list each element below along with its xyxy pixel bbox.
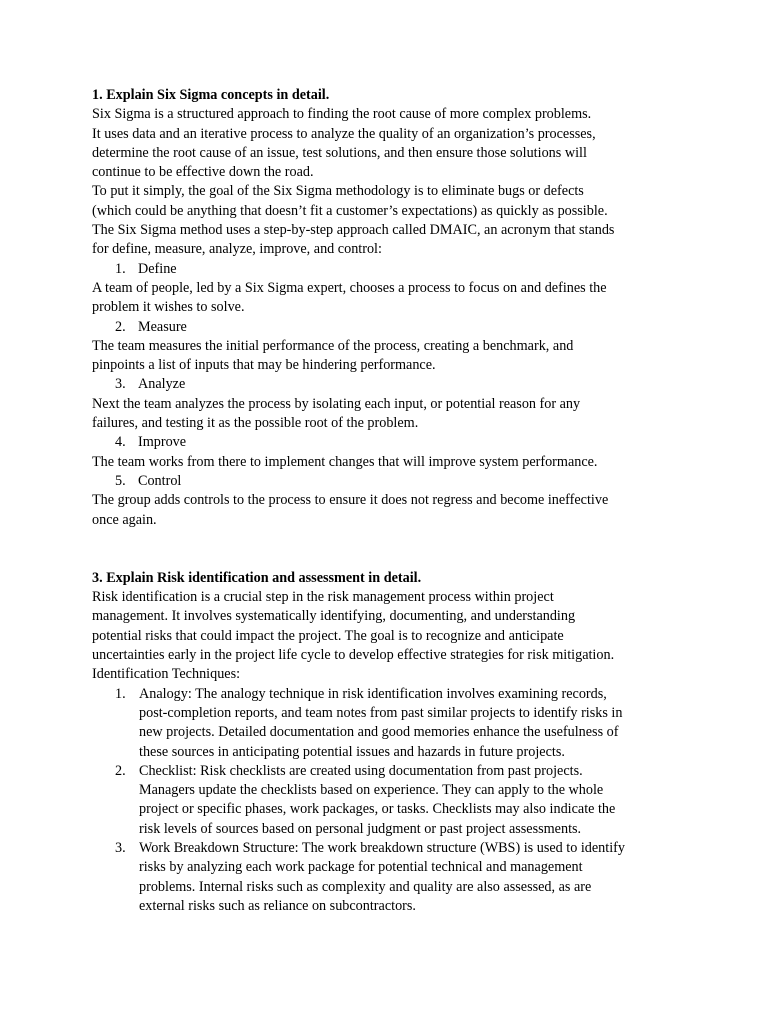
section-3-heading: 3. Explain Risk identification and assessment in detail.	[92, 569, 422, 586]
step-title: Control	[138, 472, 182, 489]
step-title: Analyze	[138, 376, 186, 393]
step-description-line: The team measures the initial performance of the process, creating a benchmark, and	[92, 337, 574, 354]
dmaic-step-control	[92, 472, 692, 530]
list-item-line: Managers update the checklists based on experience. They can apply to the whole	[139, 782, 604, 799]
paragraph-line: uncertainties early in the project life cycle to develop effective strategies for risk mitigation.	[92, 647, 615, 664]
list-item-line: new projects. Detailed documentation and good memories enhance the usefulness of	[139, 724, 619, 741]
step-number: 5.	[115, 472, 126, 489]
dmaic-step-analyze	[92, 375, 692, 433]
list-item-line: risk levels of sources based on personal judgment or past project assessments.	[139, 820, 582, 837]
section-1-heading: 1. Explain Six Sigma concepts in detail.	[92, 87, 330, 103]
paragraph-line: Identification Techniques:	[92, 666, 241, 683]
paragraph-line: To put it simply, the goal of the Six Sigma methodology is to eliminate bugs or defects	[92, 183, 584, 200]
paragraph-line: Risk identification is a crucial step in the risk management process within project	[92, 589, 554, 606]
list-item-line: Analogy: The analogy technique in risk identification involves examining records,	[139, 685, 607, 702]
list-item-line: these sources in anticipating potential issues and hazards in future projects.	[139, 743, 565, 760]
step-description-line: problem it wishes to solve.	[92, 299, 245, 316]
step-description-line: A team of people, led by a Six Sigma expert, chooses a process to focus on and defines the	[92, 279, 607, 296]
document-page	[92, 86, 692, 916]
paragraph-line: Six Sigma is a structured approach to finding the root cause of more complex problems.	[92, 106, 592, 123]
list-item-line: external risks such as reliance on subcontractors.	[139, 897, 416, 914]
list-item-line: project or specific phases, work packages, or tasks. Checklists may also indicate the	[139, 801, 616, 818]
list-item-line: Checklist: Risk checklists are created using documentation from past projects.	[139, 762, 583, 779]
step-description-line: Next the team analyzes the process by isolating each input, or potential reason for any	[92, 395, 581, 412]
paragraph-line: The Six Sigma method uses a step-by-step approach called DMAIC, an acronym that stands	[92, 222, 615, 239]
list-item-line: risks by analyzing each work package for potential technical and management	[139, 859, 583, 876]
step-description-line: The team works from there to implement changes that will improve system performance.	[92, 453, 598, 470]
step-number: 4.	[115, 434, 126, 451]
identification-techniques-list	[92, 685, 692, 917]
paragraph-line: determine the root cause of an issue, test solutions, and then ensure those solutions will	[92, 144, 587, 161]
step-description-line: failures, and testing it as the possible root of the problem.	[92, 415, 419, 432]
section-1-intro	[92, 105, 692, 259]
paragraph-line: (which could be anything that doesn’t fit a customer’s expectations) as quickly as possible.	[92, 202, 608, 219]
paragraph-line: It uses data and an iterative process to analyze the quality of an organization’s processes,	[92, 125, 596, 142]
list-item-line: problems. Internal risks such as complexity and quality are also assessed, as are	[139, 878, 592, 895]
list-item-analogy	[92, 685, 692, 762]
list-item-wbs	[92, 839, 692, 916]
dmaic-step-measure	[92, 318, 692, 376]
step-description-line: once again.	[92, 511, 157, 528]
step-title: Measure	[138, 318, 187, 335]
dmaic-step-define	[92, 260, 692, 318]
step-title: Improve	[138, 434, 187, 451]
step-number: 2.	[115, 318, 126, 335]
list-number: 2.	[115, 762, 126, 779]
step-number: 1.	[115, 260, 126, 277]
paragraph-line: management. It involves systematically identifying, documenting, and understanding	[92, 608, 576, 625]
section-spacer	[92, 530, 692, 569]
section-3-intro	[92, 588, 692, 684]
step-description-line: pinpoints a list of inputs that may be hindering performance.	[92, 357, 436, 374]
list-item-checklist	[92, 762, 692, 839]
step-description-line: The group adds controls to the process to ensure it does not regress and become ineffective	[92, 492, 609, 509]
paragraph-line: for define, measure, analyze, improve, and control:	[92, 241, 382, 258]
list-number: 1.	[115, 685, 126, 702]
list-item-line: Work Breakdown Structure: The work breakdown structure (WBS) is used to identify	[139, 839, 625, 856]
dmaic-step-improve	[92, 433, 692, 472]
step-title: Define	[138, 260, 177, 277]
list-item-line: post-completion reports, and team notes from past similar projects to identify risks in	[139, 704, 623, 721]
paragraph-line: potential risks that could impact the project. The goal is to recognize and anticipate	[92, 627, 564, 644]
list-number: 3.	[115, 839, 126, 856]
step-number: 3.	[115, 376, 126, 393]
paragraph-line: continue to be effective down the road.	[92, 164, 314, 181]
